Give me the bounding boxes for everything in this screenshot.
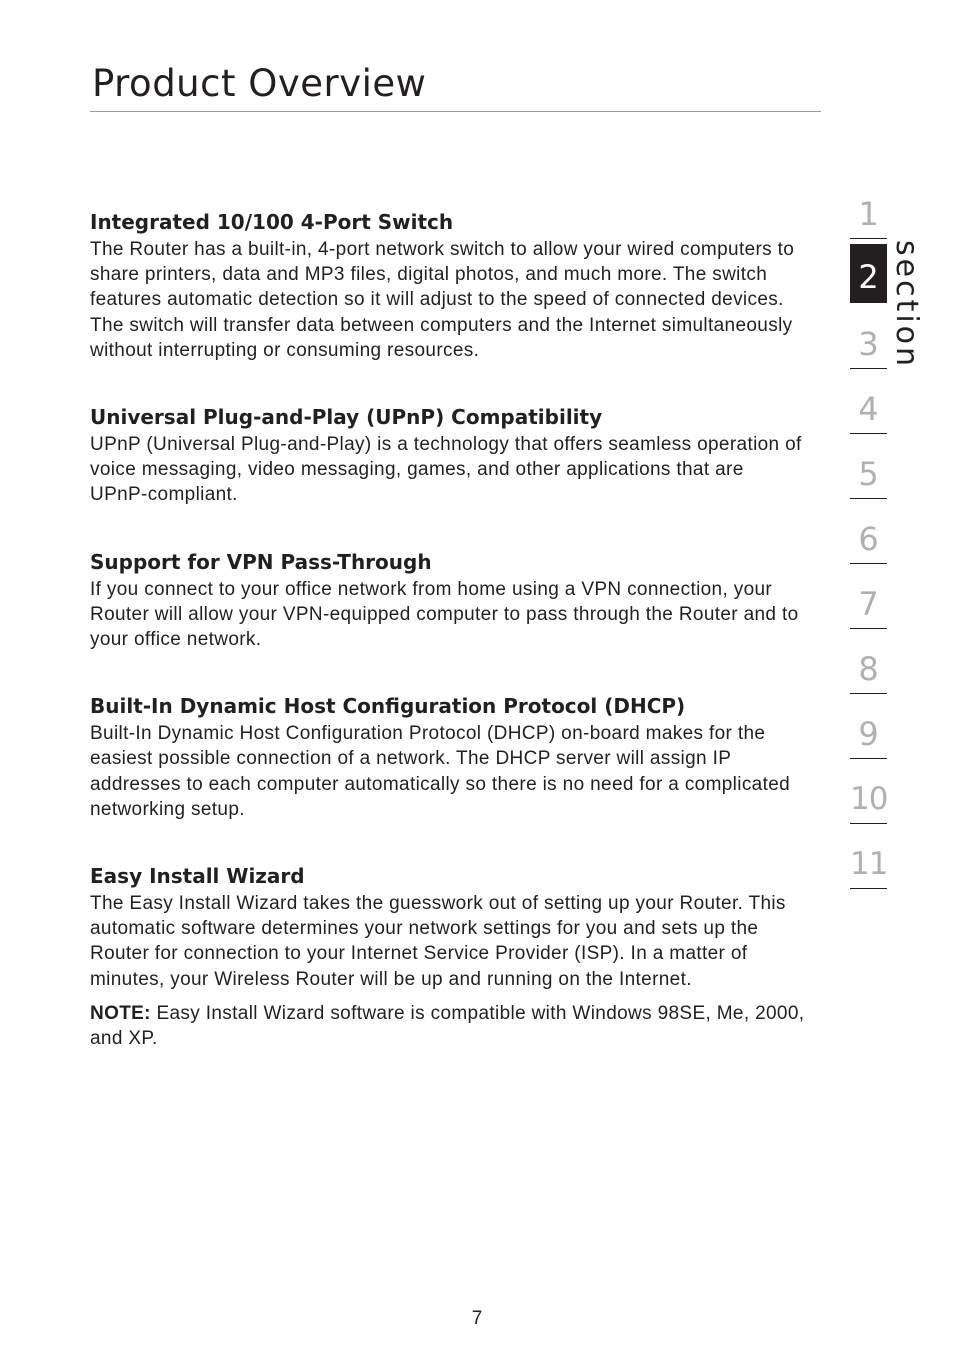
section-tab-number: 8 bbox=[858, 650, 879, 688]
feature-body: UPnP (Universal Plug-and-Play) is a technology that offers seamless operation of voice messaging, video messaging, games, and other applications that are UPnP-compliant. bbox=[90, 434, 802, 506]
section-tab-9[interactable] bbox=[850, 694, 887, 759]
section-tab-1[interactable] bbox=[850, 174, 887, 239]
section-tab-2[interactable] bbox=[850, 244, 887, 303]
feature-body: If you connect to your office network from home using a VPN connection, your Router will allow your VPN-equipped computer to pass through the Router and to your office network. bbox=[90, 578, 799, 651]
section-tab-number: 5 bbox=[858, 455, 879, 493]
note-label: NOTE: bbox=[90, 1002, 151, 1024]
feature-body: The Easy Install Wizard takes the guesswork out of setting up your Router. This automatic software determines your network settings for you and sets up the Router for connection to your Internet Service Provider (ISP). In a matter of minutes, your Wireless Router will be up and running on the Internet. bbox=[90, 893, 786, 990]
feature-upnp bbox=[90, 405, 805, 508]
section-tab-3[interactable] bbox=[850, 304, 887, 369]
feature-body: Built-In Dynamic Host Configuration Protocol (DHCP) on-board makes for the easiest possible connection of a network. The DHCP server will assign IP addresses to each computer automatically so there is no need for a complicated networking setup. bbox=[90, 723, 791, 820]
section-tab-number: 4 bbox=[858, 390, 879, 428]
note-text: Easy Install Wizard software is compatible with Windows 98SE, Me, 2000, and XP. bbox=[90, 1002, 805, 1050]
section-tab-11[interactable] bbox=[850, 824, 887, 889]
section-tab-number: 2 bbox=[858, 258, 879, 296]
feature-switch bbox=[90, 210, 805, 363]
section-tab-4[interactable] bbox=[850, 369, 887, 434]
feature-body: The Router has a built-in, 4-port network switch to allow your wired computers to share printers, data and MP3 files, digital photos, and much more. The switch features automatic detection so it will adjust to the speed of connected devices. The switch will transfer data between computers and the Internet simultaneously without interrupting or consuming resources. bbox=[90, 239, 795, 361]
section-tab-number: 1 bbox=[858, 195, 879, 233]
section-tab-number: 7 bbox=[858, 585, 879, 623]
page-number: 7 bbox=[471, 1308, 483, 1329]
section-tab-5[interactable] bbox=[850, 434, 887, 499]
feature-list bbox=[90, 210, 805, 1093]
section-tab-6[interactable] bbox=[850, 499, 887, 564]
section-tab-number: 3 bbox=[858, 325, 879, 363]
section-tab-number: 9 bbox=[858, 715, 879, 753]
title-divider bbox=[90, 111, 821, 112]
feature-heading: Built-In Dynamic Host Configuration Protocol (DHCP) bbox=[90, 694, 686, 719]
feature-heading: Integrated 10/100 4-Port Switch bbox=[90, 210, 454, 234]
note bbox=[90, 1001, 805, 1051]
feature-install-wizard bbox=[90, 864, 805, 1051]
section-nav bbox=[850, 174, 887, 889]
section-tab-7[interactable] bbox=[850, 564, 887, 629]
section-tab-10[interactable] bbox=[850, 759, 887, 824]
feature-heading: Easy Install Wizard bbox=[90, 864, 305, 889]
section-label: section bbox=[889, 240, 924, 370]
feature-vpn bbox=[90, 550, 805, 653]
section-tab-8[interactable] bbox=[850, 629, 887, 694]
section-tab-number: 11 bbox=[850, 846, 888, 882]
feature-heading: Support for VPN Pass-Through bbox=[90, 549, 432, 574]
section-tab-number: 10 bbox=[850, 781, 888, 817]
section-tab-number: 6 bbox=[858, 520, 879, 558]
feature-dhcp bbox=[90, 694, 805, 822]
feature-heading: Universal Plug-and-Play (UPnP) Compatibility bbox=[90, 405, 603, 430]
page-title: Product Overview bbox=[92, 62, 427, 105]
